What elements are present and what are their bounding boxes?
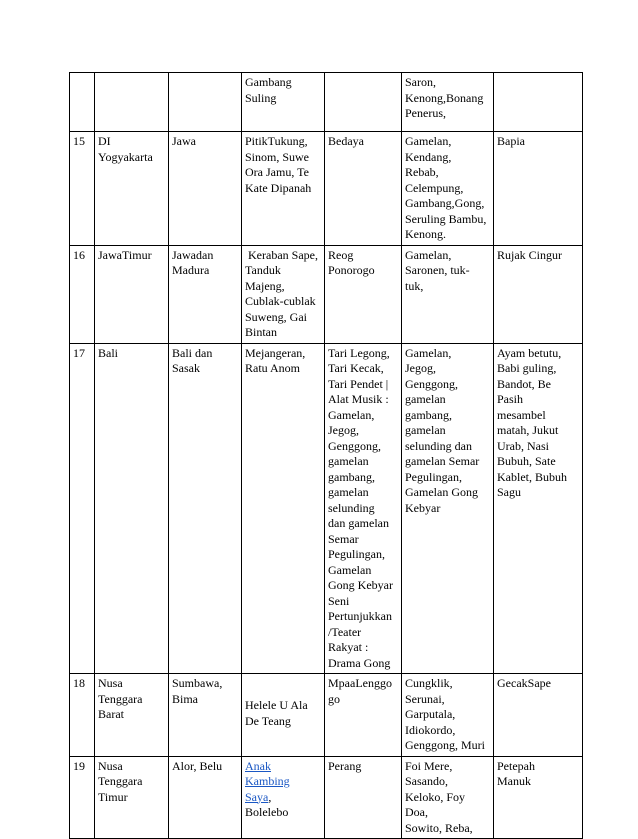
cell-number: [70, 245, 95, 343]
cell-province: [95, 343, 169, 674]
cell-line: PitikTukung,: [245, 134, 308, 148]
cell-line: Gambang: [245, 75, 292, 89]
cell-province: [95, 73, 169, 132]
cell-food: [494, 674, 583, 757]
cell-ethnic-group: [169, 343, 242, 674]
cell-line: gamelan: [328, 485, 369, 499]
cell-line: Foi Mere,: [405, 758, 453, 773]
cell-line: Nusa: [98, 676, 123, 690]
cell-line: 18: [73, 676, 85, 690]
cell-line: Suling: [245, 90, 277, 105]
cell-line: gamelan: [405, 423, 446, 437]
cell-line: Genggong,: [405, 376, 458, 391]
cell-line: Ponorogo: [328, 263, 375, 277]
cell-line: 16: [73, 247, 85, 262]
cell-song: [242, 674, 325, 757]
cell-line: Rebab,: [405, 165, 439, 179]
cell-line: Majeng,: [245, 278, 285, 293]
cell-number: [70, 756, 95, 839]
cell-line: Pegulingan,: [405, 469, 462, 484]
cell-line: gamelan Semar: [405, 454, 480, 468]
cell-province: [95, 245, 169, 343]
cell-line: Bali: [98, 345, 118, 360]
cell-line: Kebyar: [405, 500, 441, 515]
cell-line: 19: [73, 758, 85, 773]
cell-food: [494, 343, 583, 674]
cell-line: Gamelan,: [405, 247, 452, 262]
cell-ethnic-group: [169, 132, 242, 246]
cell-music: [402, 73, 494, 132]
cell-line: Ora Jamu, Te: [245, 165, 309, 179]
cell-line: Madura: [172, 263, 210, 277]
cell-line: selunding dan: [405, 438, 472, 453]
cell-line: Tari Pendet |: [328, 376, 389, 391]
cell-line: Bubuh, Sate: [497, 454, 556, 468]
cell-food: [494, 73, 583, 132]
cell-line: gamelan: [328, 454, 369, 468]
cell-line: Sinom, Suwe: [245, 149, 310, 164]
cell-number: [70, 73, 95, 132]
cell-dance: [325, 132, 402, 246]
cell-line: Pegulingan,: [328, 547, 385, 561]
cell-province: [95, 674, 169, 757]
cell-song: [242, 756, 325, 839]
cell-line: /Teater: [328, 624, 362, 639]
cell-line: Genggong, Muri: [405, 738, 485, 752]
cell-line: Semar: [328, 531, 359, 546]
cell-number: [70, 343, 95, 674]
cell-line: Gambang,Gong,: [405, 196, 485, 210]
cell-province: [95, 132, 169, 246]
cell-line: Tari Kecak,: [328, 361, 384, 375]
cell-line: Tenggara: [98, 691, 143, 706]
cell-line: Saronen, tuk-: [405, 263, 470, 277]
cell-dance: [325, 674, 402, 757]
cell-line: Tari Legong,: [328, 345, 390, 360]
cell-ethnic-group: [169, 73, 242, 132]
cell-line: Urab, Nasi: [497, 438, 549, 453]
cell-line: Keraban Sape,: [245, 247, 318, 262]
cell-line: Seni: [328, 593, 350, 608]
cell-line: Jegog,: [405, 361, 436, 375]
cell-line: Gamelan,: [328, 407, 375, 422]
table-row: [70, 73, 583, 132]
cell-line: Cungklik,: [405, 676, 453, 690]
cell-song: [242, 245, 325, 343]
cell-dance: [325, 343, 402, 674]
table-row: [70, 674, 583, 757]
cell-line: Manuk: [497, 774, 531, 788]
cell-line: Jawadan: [172, 247, 214, 262]
cell-line: Genggong,: [328, 438, 381, 453]
cell-line: Mejangeran,: [245, 345, 306, 360]
cell-food: [494, 245, 583, 343]
cell-line: Kablet, Bubuh: [497, 469, 567, 484]
cell-line: Pasih: [497, 392, 524, 406]
cell-line: Perang: [328, 758, 362, 773]
cell-line: Saron,: [405, 75, 436, 89]
cell-line: Sowito, Reba,: [405, 820, 473, 835]
cell-line: DI: [98, 134, 111, 148]
cell-line: Bali dan: [172, 345, 213, 360]
cell-line: Bintan: [245, 325, 277, 339]
cell-line: MpaaLenggo: [328, 676, 392, 690]
table-row: [70, 132, 583, 246]
cell-music: [402, 245, 494, 343]
cell-ethnic-group: [169, 674, 242, 757]
cell-ethnic-group: [169, 245, 242, 343]
cell-number: [70, 132, 95, 246]
cell-line: go: [328, 691, 340, 706]
cell-line: Celempung,: [405, 180, 464, 195]
table-row: [70, 756, 583, 839]
cell-line: 15: [73, 134, 85, 148]
cell-line: GecakSape: [497, 676, 551, 690]
cell-song: [242, 132, 325, 246]
culture-table: [69, 72, 583, 839]
cell-line: Kenong,Bonang: [405, 90, 484, 105]
cell-line: Serunai,: [405, 691, 445, 706]
cell-line: Suweng, Gai: [245, 309, 307, 324]
cell-line: mesambel: [497, 407, 546, 422]
cell-food: [494, 132, 583, 246]
cell-province: [95, 756, 169, 839]
cell-line: Petepah: [497, 758, 535, 773]
cell-line: gambang,: [405, 407, 452, 422]
cell-line: Yogyakarta: [98, 149, 153, 164]
cell-line: 17: [73, 345, 85, 360]
cell-line: Gamelan,: [405, 134, 452, 148]
cell-line: Ratu Anom: [245, 361, 301, 375]
table-row: [70, 245, 583, 343]
cell-music: [402, 756, 494, 839]
cell-line: Kate Dipanah: [245, 180, 312, 195]
cell-line: Gamelan,: [405, 345, 452, 360]
cell-line: Alat Musik :: [328, 392, 389, 406]
cell-line: Gong Kebyar: [328, 578, 393, 592]
cell-line: Gamelan: [328, 562, 372, 577]
cell-line: Reog: [328, 247, 354, 262]
cell-line: Idiokordo,: [405, 722, 456, 737]
cell-line: Helele U Ala: [245, 698, 308, 712]
cell-line: Tenggara: [98, 774, 143, 788]
cell-line: Cublak-cublak: [245, 294, 316, 308]
cell-line: Sumbawa,: [172, 676, 223, 690]
cell-line: Ayam betutu,: [497, 345, 562, 360]
cell-line: Timur: [98, 789, 128, 804]
cell-line: selunding: [328, 500, 375, 515]
cell-line: dan gamelan: [328, 516, 389, 530]
cell-song: [242, 343, 325, 674]
cell-line: gambang,: [328, 469, 375, 484]
cell-line: JawaTimur: [98, 247, 152, 262]
cell-ethnic-group: [169, 756, 242, 839]
cell-line: Pertunjukkan: [328, 609, 392, 623]
cell-line: Rakyat :: [328, 640, 369, 654]
cell-song: [242, 73, 325, 132]
cell-music: [402, 674, 494, 757]
table-body: [70, 73, 583, 839]
cell-line: Drama Gong: [328, 655, 391, 670]
cell-dance: [325, 73, 402, 132]
cell-line: Bandot, Be: [497, 376, 551, 391]
cell-line: Garputala,: [405, 707, 456, 721]
cell-line: Bedaya: [328, 134, 364, 148]
cell-line: Rujak Cingur: [497, 247, 562, 262]
cell-line: Sagu: [497, 485, 521, 499]
cell-music: [402, 132, 494, 246]
cell-line: Tanduk: [245, 263, 281, 277]
cell-line: Sasando,: [405, 774, 448, 788]
song-link[interactable]: Saya: [245, 789, 269, 804]
table-row: [70, 343, 583, 674]
cell-music: [402, 343, 494, 674]
cell-dance: [325, 756, 402, 839]
cell-line: Seruling Bambu,: [405, 211, 487, 226]
cell-line: Penerus,: [405, 106, 446, 120]
cell-line: De Teang: [245, 713, 291, 728]
cell-line: tuk,: [405, 278, 424, 293]
cell-line: Bapia: [497, 134, 525, 148]
cell-line: gamelan: [405, 392, 446, 406]
cell-line: Keloko, Foy Doa,: [405, 789, 468, 819]
cell-line: Kendang,: [405, 149, 452, 164]
cell-food: [494, 756, 583, 839]
cell-line: Jawa: [172, 134, 196, 148]
cell-line: Gamelan Gong: [405, 485, 478, 499]
cell-dance: [325, 245, 402, 343]
cell-line: Nusa: [98, 758, 123, 773]
cell-line: Babi guling,: [497, 361, 557, 375]
cell-line: Sasak: [172, 361, 200, 375]
cell-line: matah, Jukut: [497, 423, 559, 437]
cell-line: Kenong.: [405, 227, 446, 241]
cell-line: Alor, Belu: [172, 758, 223, 773]
song-link[interactable]: Kambing: [245, 774, 290, 788]
link-suffix: ,: [268, 789, 272, 804]
cell-line: Barat: [98, 707, 124, 721]
cell-line: Jegog,: [328, 423, 359, 437]
cell-line: Bolelebo: [245, 805, 289, 819]
cell-number: [70, 674, 95, 757]
song-link[interactable]: Anak: [245, 758, 271, 773]
cell-line: Bima: [172, 691, 198, 706]
